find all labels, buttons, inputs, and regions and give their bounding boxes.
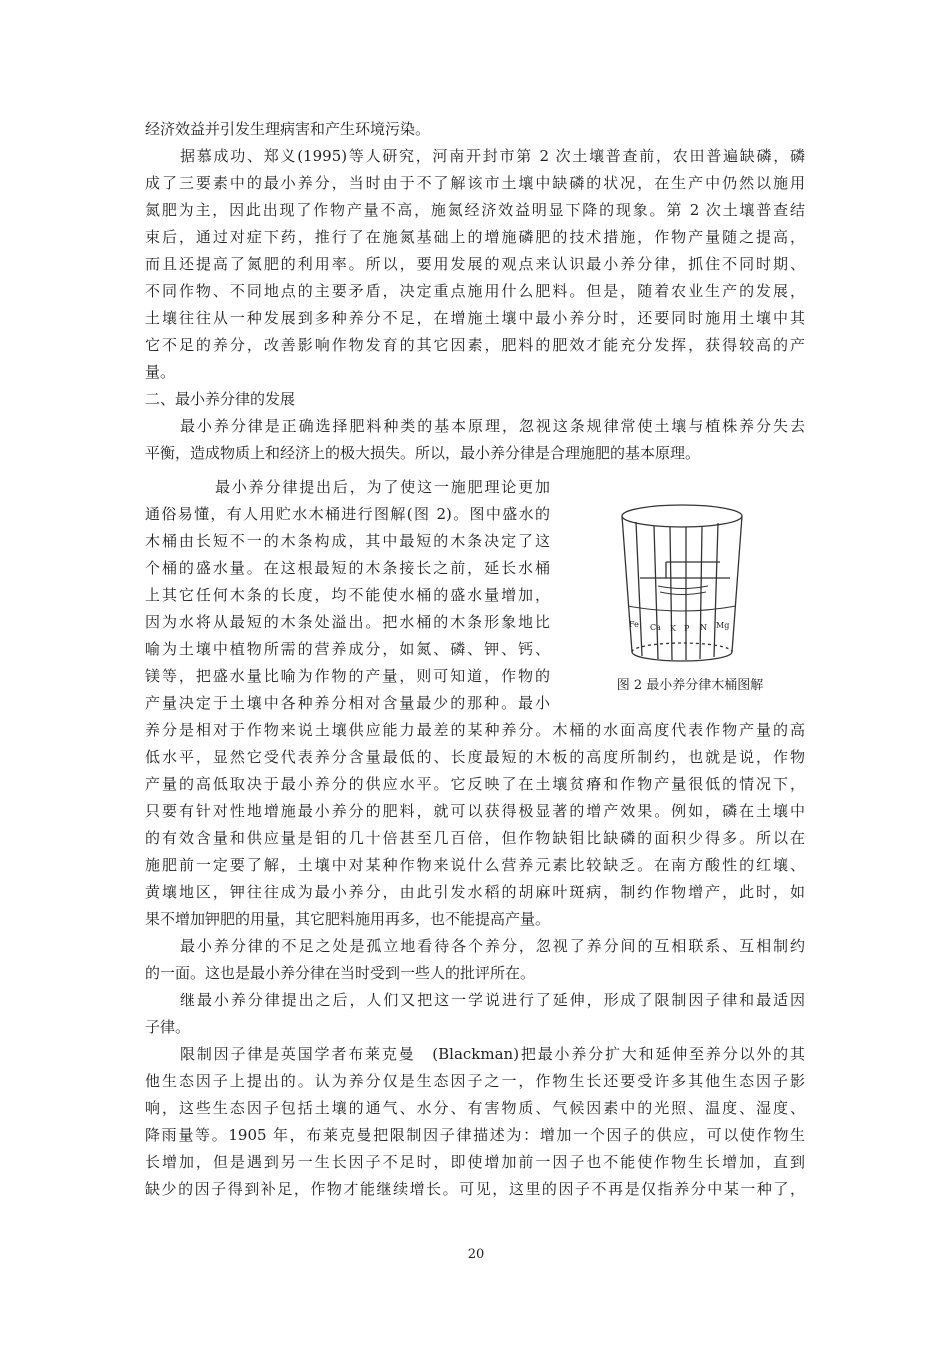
stave-label-mg: Mg — [716, 621, 730, 630]
text-line: 镁等，把盛水量比喻为作物的产量，则可知道，作物的 — [145, 667, 550, 685]
text-line: 的一面。这也是最小养分律在当时受到一些人的批评所在。 — [145, 964, 536, 982]
text-line: 他生态因子上提出的。认为养分仅是生态因子之一，作物生长还要受许多其他生态因子影 — [145, 1072, 805, 1090]
text-line: 产量决定于土壤中各种养分相对含量最少的那种。最小 — [145, 694, 550, 712]
stave-label-p: P — [684, 624, 690, 633]
text-line: 它不足的养分，改善影响作物发育的其它因素，肥料的肥效才能充分发挥，获得较高的产 — [145, 336, 805, 354]
text-line: 黄壤地区，钾往往成为最小养分，由此引发水稻的胡麻叶斑病，制约作物增产，此时，如 — [145, 883, 805, 901]
barrel-illustration — [610, 494, 760, 669]
text-line: 施肥前一定要了解，土壤中对某种作物来说什么营养元素比较缺乏。在南方酸性的红壤、 — [145, 856, 805, 874]
text-line: 长增加，但是遇到另一生长因子不足时，即使增加前一因子也不能使作物生长增加，直到 — [145, 1153, 805, 1171]
text-line: 最小养分律是正确选择肥料种类的基本原理，忽视这条规律常使土壤与植株养分失去 — [180, 417, 805, 435]
text-line: 成了三要素中的最小养分，当时由于不了解该市土壤中缺磷的状况，在生产中仍然以施用 — [145, 174, 805, 192]
text-line: 氮肥为主，因此出现了作物产量不高，施氮经济效益明显下降的现象。第 2 次土壤普查结 — [145, 201, 805, 219]
text-line: 只要有针对性地增施最小养分的肥料，就可以获得极显著的增产效果。例如，磷在土壤中 — [145, 802, 805, 820]
text-line: 产量的高低取决于最小养分的供应水平。它反映了在土壤贫瘠和作物产量很低的情况下， — [145, 775, 805, 793]
page-number: 20 — [467, 1247, 485, 1262]
text-line: 木桶由长短不一的木条构成，其中最短的木条决定了这 — [145, 532, 550, 550]
text-line: 量。 — [145, 363, 176, 381]
text-line: 不同作物、不同地点的主要矛盾，决定重点施用什么肥料。但是，随着农业生产的发展， — [145, 282, 805, 300]
stave-label-k: K — [670, 624, 676, 633]
text-line: 平衡，造成物质上和经济上的极大损失。所以，最小养分律是合理施肥的基本原理。 — [145, 444, 701, 462]
section-heading: 二、最小养分律的发展 — [145, 390, 296, 408]
stave-label-fe: Fe — [629, 620, 639, 629]
barrel-figure — [590, 486, 790, 706]
text-line: 上其它任何木条的长度，均不能使水桶的盛水量增加， — [145, 586, 550, 604]
text-line: 缺少的因子得到补足，作物才能继续增长。可见，这里的因子不再是仅指养分中某一种了， — [145, 1180, 805, 1198]
text-line: 据慕成功、郑义(1995)等人研究，河南开封市第 2 次土壤普查前，农田普遍缺磷，磷 — [180, 147, 805, 165]
text-line: 果不增加钾肥的用量，其它肥料施用再多，也不能提高产量。 — [145, 910, 551, 928]
text-line: 的有效含量和供应量是钼的几十倍甚至几百倍，但作物缺钼比缺磷的面积少得多。所以在 — [145, 829, 805, 847]
text-line: 限制因子律是英国学者布莱克曼 (Blackman)把最小养分扩大和延伸至养分以外的其 — [180, 1045, 805, 1063]
stave-label-ca: Ca — [650, 623, 661, 632]
stave-label-n: N — [700, 623, 707, 632]
text-line: 个桶的盛水量。在这根最短的木条接长之前，延长水桶 — [145, 559, 550, 577]
text-line: 养分是相对于作物来说土壤供应能力最差的某种养分。木桶的水面高度代表作物产量的高 — [145, 721, 805, 739]
text-line: 降雨量等。1905 年，布莱克曼把限制因子律描述为：增加一个因子的供应，可以使作物生 — [145, 1126, 805, 1144]
text-line: 子律。 — [145, 1018, 191, 1036]
text-line: 响，这些生态因子包括土壤的通气、水分、有害物质、气候因素中的光照、温度、湿度、 — [145, 1099, 805, 1117]
text-line: 土壤往往从一种发展到多种养分不足，在增施土壤中最小养分时，还要同时施用土壤中其 — [145, 309, 805, 327]
figure-caption: 图 2 最小养分律木桶图解 — [616, 678, 764, 693]
text-line: 喻为土壤中植物所需的营养成分，如氮、磷、钾、钙、 — [145, 640, 550, 658]
text-line: 最小养分律的不足之处是孤立地看待各个养分，忽视了养分间的互相联系、互相制约 — [180, 937, 805, 955]
text-line: 因为水将从最短的木条处溢出。把水桶的木条形象地比 — [145, 613, 550, 631]
text-line: 束后，通过对症下药，推行了在施氮基础上的增施磷肥的技术措施，作物产量随之提高， — [145, 228, 805, 246]
text-line: 而且还提高了氮肥的利用率。所以，要用发展的观点来认识最小养分律，抓住不同时期、 — [145, 255, 805, 273]
text-line: 低水平，显然它受代表养分含量最低的、长度最短的木板的高度所制约，也就是说，作物 — [145, 748, 805, 766]
text-line: 继最小养分律提出之后，人们又把这一学说进行了延伸，形成了限制因子律和最适因 — [180, 991, 805, 1009]
text-line: 通俗易懂，有人用贮水木桶进行图解(图 2)。图中盛水的 — [145, 505, 550, 523]
text-line: 最小养分律提出后，为了使这一施肥理论更加 — [215, 478, 550, 496]
text-line: 经济效益并引发生理病害和产生环境污染。 — [145, 120, 431, 138]
